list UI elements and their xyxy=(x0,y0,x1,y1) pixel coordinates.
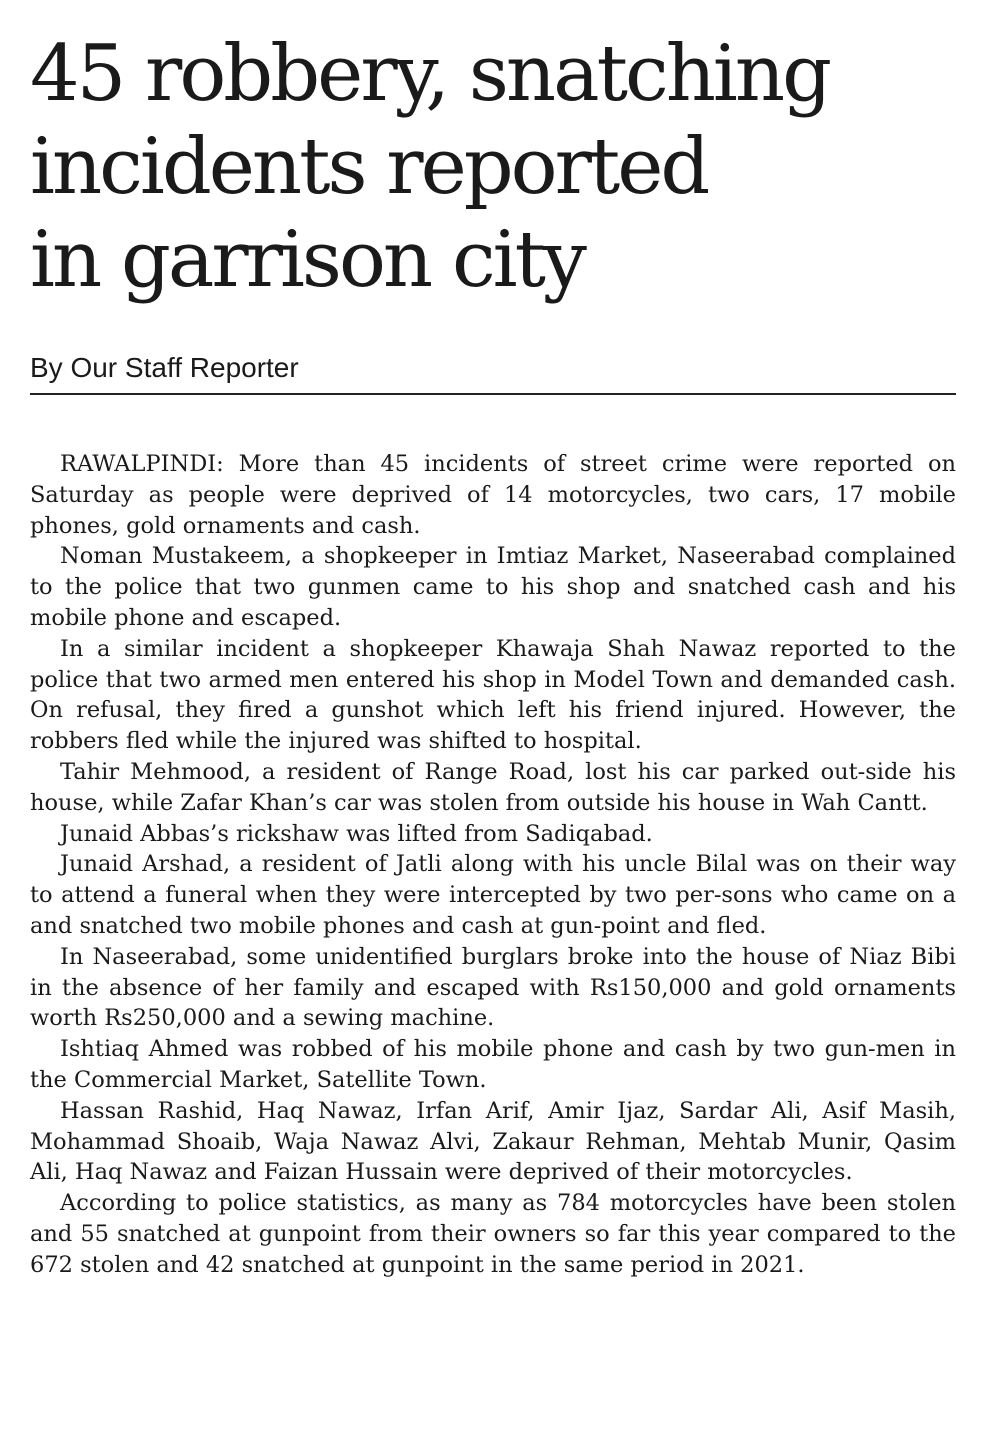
byline: By Our Staff Reporter xyxy=(30,351,956,395)
news-article xyxy=(30,0,956,1281)
article-paragraph: Noman Mustakeem, a shopkeeper in Imtiaz Market, Naseerabad complained to the police that two gunmen came to his shop and snatched cash and his mobile phone and escaped. xyxy=(30,543,956,631)
article-body xyxy=(30,449,956,1281)
article-paragraph: Tahir Mehmood, a resident of Range Road, lost his car parked out-side his house, while Zafar Khan’s car was stolen from outside his house in Wah Cantt. xyxy=(30,758,956,816)
article-paragraph: RAWALPINDI: More than 45 incidents of street crime were reported on Saturday as people were deprived of 14 motorcycles, two cars, 17 mobile phones, gold ornaments and cash. xyxy=(30,451,956,539)
headline-line: in garrison city xyxy=(30,215,584,305)
headline-line: incidents reported xyxy=(30,122,708,212)
article-paragraph: Hassan Rashid, Haq Nawaz, Irfan Arif, Amir Ijaz, Sardar Ali, Asif Masih, Mohammad Shoaib, Waja Nawaz Alvi, Zakaur Rehman, Mehtab Munir, Qasim Ali, Haq Nawaz and Faizan Hussain were deprived of their motorcycles. xyxy=(30,1097,956,1186)
article-paragraph: Ishtiaq Ahmed was robbed of his mobile phone and cash by two gun-men in the Commercial Market, Satellite Town. xyxy=(30,1036,956,1093)
headline-line: 45 robbery, snatching xyxy=(30,29,830,119)
headline xyxy=(30,0,956,307)
article-paragraph: In Naseerabad, some unidentified burglars broke into the house of Niaz Bibi in the absence of her family and escaped with Rs150,000 and gold ornaments worth Rs250,000 and a sewing machine. xyxy=(30,943,956,1032)
article-paragraph: In a similar incident a shopkeeper Khawaja Shah Nawaz reported to the police that two armed men entered his shop in Model Town and demanded cash. On refusal, they fired a gunshot which left his friend injured. However, the robbers fled while the injured was shifted to hospital. xyxy=(30,635,956,755)
article-paragraph: Junaid Abbas’s rickshaw was lifted from Sadiqabad. xyxy=(60,820,653,847)
article-paragraph: Junaid Arshad, a resident of Jatli along with his uncle Bilal was on their way to attend a funeral when they were intercepted by two per-sons who came on a and snatched two mobile phones and cash at gun-point and fled. xyxy=(30,851,956,939)
article-paragraph: According to police statistics, as many as 784 motorcycles have been stolen and 55 snatched at gunpoint from their owners so far this year compared to the 672 stolen and 42 snatched at gunpoint in the same period in 2021. xyxy=(30,1190,956,1278)
